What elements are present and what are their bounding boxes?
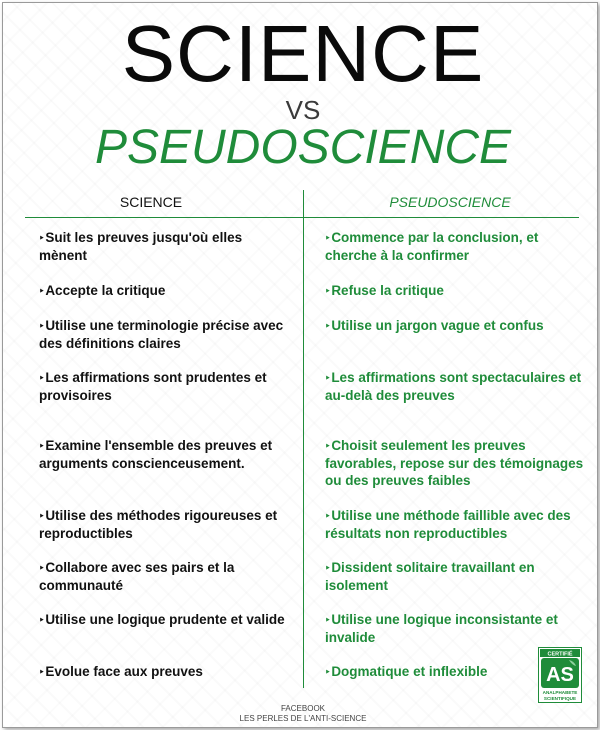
pseudo-item: [325, 507, 585, 542]
science-item: [39, 663, 293, 681]
poster-frame: [2, 2, 598, 728]
science-item: [39, 317, 293, 352]
column-header-pseudoscience: PSEUDOSCIENCE: [389, 194, 511, 210]
science-item-text: Utilise une terminologie précise avec des définitions claires: [39, 318, 284, 351]
column-header-science: SCIENCE: [119, 194, 183, 210]
science-item-text: Suit les preuves jusqu'où elles mènent: [39, 230, 243, 263]
science-item: [39, 437, 293, 472]
bullet-arrow-icon: ‣: [39, 286, 45, 296]
title-pseudoscience: PSEUDOSCIENCE: [94, 121, 512, 174]
bullet-arrow-icon: ‣: [325, 441, 331, 451]
bullet-arrow-icon: ‣: [325, 286, 331, 296]
science-item-text: Collabore avec ses pairs et la communauté: [39, 560, 235, 593]
title-vs: VS: [285, 95, 321, 125]
pseudo-item-text: Refuse la critique: [331, 283, 444, 298]
bullet-arrow-icon: ‣: [325, 667, 331, 677]
science-item-text: Les affirmations sont prudentes et provisoires: [39, 370, 267, 403]
bullet-arrow-icon: ‣: [39, 441, 45, 451]
column-divider: [303, 190, 304, 688]
pseudo-item: [325, 437, 585, 489]
science-item-text: Accepte la critique: [45, 283, 166, 298]
bullet-arrow-icon: ‣: [39, 321, 45, 331]
footer-line-1: FACEBOOK: [280, 704, 325, 713]
pseudo-item: [325, 559, 585, 594]
bullet-arrow-icon: ‣: [39, 373, 45, 383]
bullet-arrow-icon: ‣: [325, 615, 331, 625]
pseudo-item-text: Commence par la conclusion, et cherche à la confirmer: [325, 230, 539, 263]
pseudo-item-text: Utilise un jargon vague et confus: [331, 318, 544, 333]
header-divider: [25, 217, 579, 218]
science-item: [39, 611, 293, 629]
badge-top-text: CERTIFIÉ: [547, 651, 573, 658]
title-science: SCIENCE: [121, 9, 485, 98]
bullet-arrow-icon: ‣: [325, 321, 331, 331]
pseudo-item: [325, 282, 585, 300]
pseudo-item-text: Dogmatique et inflexible: [331, 664, 488, 679]
pseudo-item: [325, 369, 585, 404]
science-item: [39, 559, 293, 594]
pseudo-item-text: Utilise une méthode faillible avec des résultats non reproductibles: [325, 508, 571, 541]
science-item-text: Utilise des méthodes rigoureuses et reproductibles: [39, 508, 278, 541]
bullet-arrow-icon: ‣: [39, 233, 45, 243]
bullet-arrow-icon: ‣: [39, 511, 45, 521]
pseudo-item: [325, 611, 585, 646]
science-item: [39, 369, 293, 404]
pseudo-item-text: Les affirmations sont spectaculaires et au-delà des preuves: [325, 370, 582, 403]
science-item: [39, 507, 293, 542]
badge-letters: AS: [546, 664, 574, 686]
bullet-arrow-icon: ‣: [325, 563, 331, 573]
bullet-arrow-icon: ‣: [39, 615, 45, 625]
badge-bottom-line2: SCIENTIFIQUE: [543, 696, 577, 701]
footer-line-2: LES PERLES DE L'ANTI-SCIENCE: [239, 714, 367, 723]
badge-bottom-line1: ANALPHABETE: [542, 690, 578, 695]
science-item-text: Evolue face aux preuves: [45, 664, 203, 679]
pseudo-item-text: Dissident solitaire travaillant en isolement: [325, 560, 535, 593]
bullet-arrow-icon: ‣: [325, 373, 331, 383]
science-item: [39, 229, 293, 264]
pseudo-item: [325, 229, 585, 264]
bullet-arrow-icon: ‣: [39, 563, 45, 573]
certified-badge-icon: [538, 647, 582, 703]
bullet-arrow-icon: ‣: [325, 233, 331, 243]
bullet-arrow-icon: ‣: [325, 511, 331, 521]
pseudo-item: [325, 317, 585, 335]
pseudo-item-text: Utilise une logique inconsistante et invalide: [325, 612, 558, 645]
science-item-text: Examine l'ensemble des preuves et arguments conscienceusement.: [39, 438, 273, 471]
science-item: [39, 282, 293, 300]
bullet-arrow-icon: ‣: [39, 667, 45, 677]
pseudo-item-text: Choisit seulement les preuves favorables, repose sur des témoignages ou des preuves faibles: [325, 438, 584, 488]
science-item-text: Utilise une logique prudente et valide: [45, 612, 285, 627]
